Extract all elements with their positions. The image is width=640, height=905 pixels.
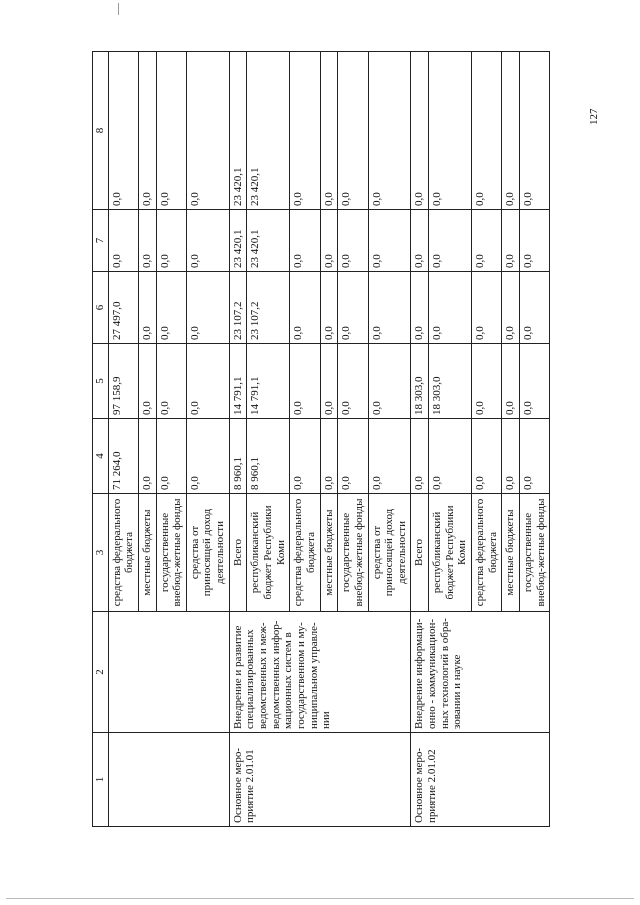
value-cell: 18 303,0	[429, 344, 472, 419]
column-number: 1	[93, 733, 109, 827]
value-cell: 0,0	[320, 419, 338, 494]
value-cell: 0,0	[411, 210, 429, 272]
value-cell: 0,0	[411, 419, 429, 494]
value-cell: 0,0	[156, 344, 186, 419]
value-cell: 0,0	[502, 419, 520, 494]
column-number: 8	[93, 52, 109, 210]
value-cell: 0,0	[411, 52, 429, 210]
value-cell: 0,0	[411, 272, 429, 344]
funding-source-cell: средства федерального бюджета	[290, 494, 320, 612]
scan-edge-mark	[118, 3, 119, 15]
value-cell: 0,0	[138, 52, 156, 210]
value-cell: 0,0	[290, 272, 320, 344]
funding-source-cell: местные бюджеты	[320, 494, 338, 612]
value-cell: 0,0	[429, 52, 472, 210]
value-cell: 23 420,1	[229, 210, 247, 272]
funding-source-cell: местные бюджеты	[138, 494, 156, 612]
value-cell: 0,0	[519, 272, 549, 344]
table-row	[108, 52, 138, 827]
value-cell: 27 497,0	[108, 272, 138, 344]
value-cell: 0,0	[338, 419, 368, 494]
activity-title-cell	[108, 612, 229, 733]
value-cell: 97 158,9	[108, 344, 138, 419]
value-cell: 0,0	[338, 344, 368, 419]
value-cell: 0,0	[472, 344, 502, 419]
value-cell: 0,0	[338, 52, 368, 210]
column-number: 2	[93, 612, 109, 733]
value-cell: 8 960,1	[229, 419, 247, 494]
activity-cell: Основное меро-приятие 2.01.02	[411, 733, 550, 827]
funding-source-cell: республиканский бюджет Республики Коми	[247, 494, 290, 612]
column-number-row	[93, 52, 109, 827]
funding-source-cell: Всего	[229, 494, 247, 612]
funding-source-cell: Всего	[411, 494, 429, 612]
value-cell: 23 420,1	[247, 52, 290, 210]
value-cell: 14 791,1	[229, 344, 247, 419]
value-cell: 0,0	[519, 210, 549, 272]
value-cell: 0,0	[368, 210, 411, 272]
value-cell: 0,0	[156, 419, 186, 494]
page-number: 127	[588, 108, 600, 125]
value-cell: 0,0	[138, 419, 156, 494]
value-cell: 0,0	[186, 210, 229, 272]
value-cell: 0,0	[290, 419, 320, 494]
value-cell: 0,0	[368, 272, 411, 344]
value-cell: 0,0	[472, 210, 502, 272]
funding-source-cell: средства федерального бюджета	[472, 494, 502, 612]
funding-source-cell: государственные внебюд-жетные фонды	[156, 494, 186, 612]
value-cell: 0,0	[320, 210, 338, 272]
value-cell: 0,0	[290, 210, 320, 272]
value-cell: 23 107,2	[247, 272, 290, 344]
column-number: 7	[93, 210, 109, 272]
value-cell: 0,0	[156, 272, 186, 344]
value-cell: 0,0	[502, 210, 520, 272]
column-number: 4	[93, 419, 109, 494]
column-number: 5	[93, 344, 109, 419]
value-cell: 0,0	[472, 419, 502, 494]
funding-source-cell: средства от приносящей доход деятельности	[368, 494, 411, 612]
column-number: 6	[93, 272, 109, 344]
value-cell: 71 264,0	[108, 419, 138, 494]
value-cell: 0,0	[429, 210, 472, 272]
value-cell: 0,0	[338, 272, 368, 344]
column-number: 3	[93, 494, 109, 612]
value-cell: 0,0	[290, 344, 320, 419]
value-cell: 23 420,1	[229, 52, 247, 210]
value-cell: 0,0	[368, 52, 411, 210]
value-cell: 0,0	[502, 52, 520, 210]
value-cell: 23 107,2	[229, 272, 247, 344]
activity-cell	[108, 733, 229, 827]
funding-source-cell: местные бюджеты	[502, 494, 520, 612]
value-cell: 0,0	[519, 419, 549, 494]
value-cell: 0,0	[368, 344, 411, 419]
value-cell: 0,0	[156, 210, 186, 272]
value-cell: 0,0	[429, 419, 472, 494]
value-cell: 0,0	[472, 52, 502, 210]
value-cell: 0,0	[519, 52, 549, 210]
scan-edge-line	[6, 898, 634, 899]
value-cell: 0,0	[290, 52, 320, 210]
value-cell: 0,0	[186, 344, 229, 419]
value-cell: 0,0	[502, 344, 520, 419]
table-row	[411, 52, 429, 827]
table-row	[229, 52, 247, 827]
value-cell: 0,0	[186, 419, 229, 494]
activity-title-cell: Внедрение и развитие специализированных ведомственных и меж-ведомственных инфор-мационных систем в государственном и му-ниципальном управле-нии	[229, 612, 411, 733]
value-cell: 0,0	[519, 344, 549, 419]
value-cell: 0,0	[138, 272, 156, 344]
activity-cell: Основное меро-приятие 2.01.01	[229, 733, 411, 827]
funding-source-cell: государственные внебюд-жетные фонды	[519, 494, 549, 612]
value-cell: 18 303,0	[411, 344, 429, 419]
value-cell: 0,0	[186, 272, 229, 344]
value-cell: 0,0	[108, 52, 138, 210]
value-cell: 0,0	[320, 52, 338, 210]
value-cell: 14 791,1	[247, 344, 290, 419]
funding-source-cell: средства от приносящей доход деятельности	[186, 494, 229, 612]
value-cell: 0,0	[429, 272, 472, 344]
value-cell: 0,0	[108, 210, 138, 272]
value-cell: 0,0	[320, 344, 338, 419]
activity-title-cell: Внедрение информаци-онно - коммуникацион-ных технологий в обра-зовании и науке	[411, 612, 550, 733]
value-cell: 0,0	[138, 210, 156, 272]
value-cell: 0,0	[320, 272, 338, 344]
value-cell: 0,0	[338, 210, 368, 272]
value-cell: 23 420,1	[247, 210, 290, 272]
value-cell: 0,0	[502, 272, 520, 344]
funding-source-cell: республиканский бюджет Республики Коми	[429, 494, 472, 612]
value-cell: 0,0	[156, 52, 186, 210]
value-cell: 0,0	[472, 272, 502, 344]
value-cell: 0,0	[186, 52, 229, 210]
value-cell: 8 960,1	[247, 419, 290, 494]
value-cell: 0,0	[138, 344, 156, 419]
value-cell: 0,0	[368, 419, 411, 494]
budget-table	[92, 51, 550, 827]
funding-source-cell: государственные внебюд-жетные фонды	[338, 494, 368, 612]
funding-source-cell: средства федерального бюджета	[108, 494, 138, 612]
